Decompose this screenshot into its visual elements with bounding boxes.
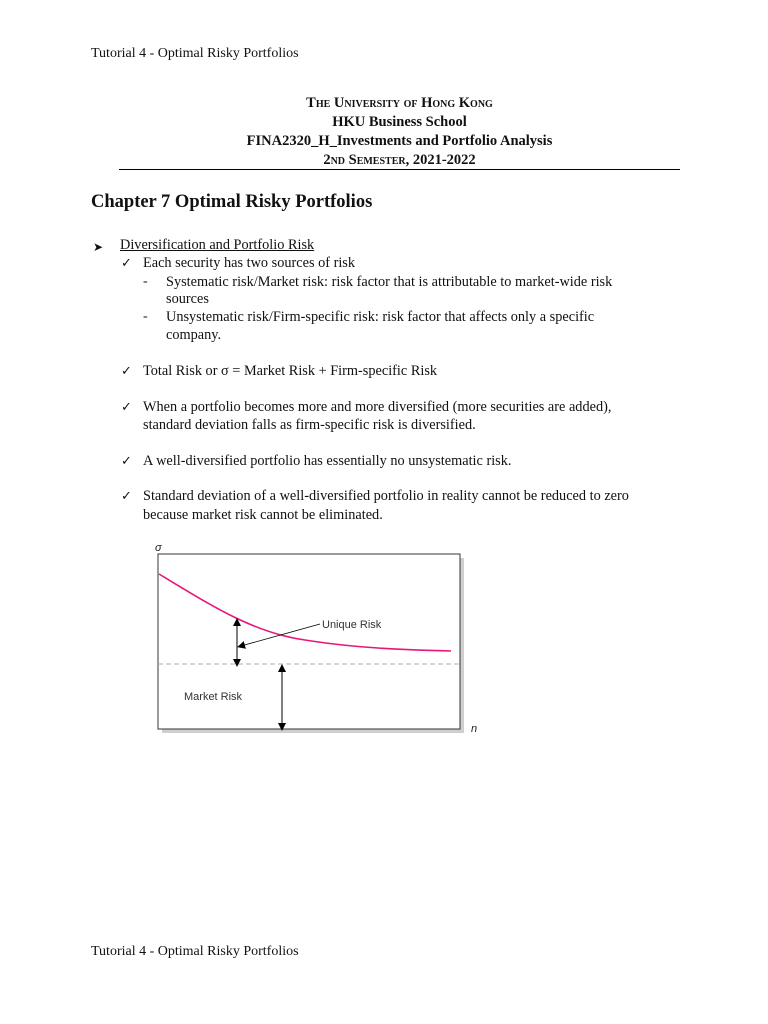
sub-list-item: Systematic risk/Market risk: risk factor that is attributable to market-wide risk bbox=[166, 274, 613, 290]
course-name: FINA2320_H_Investments and Portfolio Analysis bbox=[246, 133, 553, 149]
list-item: A well-diversified portfolio has essentially no unsystematic risk. bbox=[143, 453, 512, 469]
x-axis-label: n bbox=[471, 723, 478, 735]
list-item-continued: because market risk cannot be eliminated. bbox=[143, 507, 383, 523]
unique-risk-label: Unique Risk bbox=[322, 619, 382, 631]
risk-diversification-figure bbox=[145, 538, 495, 738]
arrow-bullet-icon: ➤ bbox=[93, 240, 104, 254]
list-item: Each security has two sources of risk bbox=[143, 255, 356, 271]
checkmark-icon: ✓ bbox=[121, 363, 132, 378]
dash-bullet: - bbox=[143, 309, 148, 324]
checkmark-icon: ✓ bbox=[121, 399, 132, 414]
list-item: Standard deviation of a well-diversified portfolio in reality cannot be reduced to zero bbox=[143, 488, 629, 504]
school-name: HKU Business School bbox=[332, 114, 467, 130]
section-heading: Diversification and Portfolio Risk bbox=[120, 237, 315, 253]
university-name: The University of Hong Kong bbox=[306, 95, 493, 111]
list-item-continued: standard deviation falls as firm-specific risk is diversified. bbox=[143, 417, 476, 433]
y-axis-label: σ bbox=[155, 542, 162, 554]
title-divider bbox=[119, 169, 680, 170]
semester: 2nd Semester, 2021-2022 bbox=[323, 152, 476, 168]
sub-list-item-continued: company. bbox=[166, 327, 222, 343]
chapter-title: Chapter 7 Optimal Risky Portfolios bbox=[91, 192, 373, 212]
title-block bbox=[119, 94, 680, 170]
dash-bullet: - bbox=[143, 274, 148, 289]
running-footer: Tutorial 4 - Optimal Risky Portfolios bbox=[91, 944, 299, 959]
checkmark-icon: ✓ bbox=[121, 488, 132, 503]
list-item: When a portfolio becomes more and more diversified (more securities are added), bbox=[143, 399, 612, 415]
sub-list-item: Unsystematic risk/Firm-specific risk: risk factor that affects only a specific bbox=[166, 309, 595, 325]
checkmark-icon: ✓ bbox=[121, 453, 132, 468]
list-item: Total Risk or σ = Market Risk + Firm-specific Risk bbox=[143, 363, 438, 379]
checkmark-icon: ✓ bbox=[121, 255, 132, 270]
running-header: Tutorial 4 - Optimal Risky Portfolios bbox=[91, 46, 299, 61]
market-risk-label: Market Risk bbox=[184, 691, 243, 703]
sub-list-item-continued: sources bbox=[166, 291, 209, 307]
